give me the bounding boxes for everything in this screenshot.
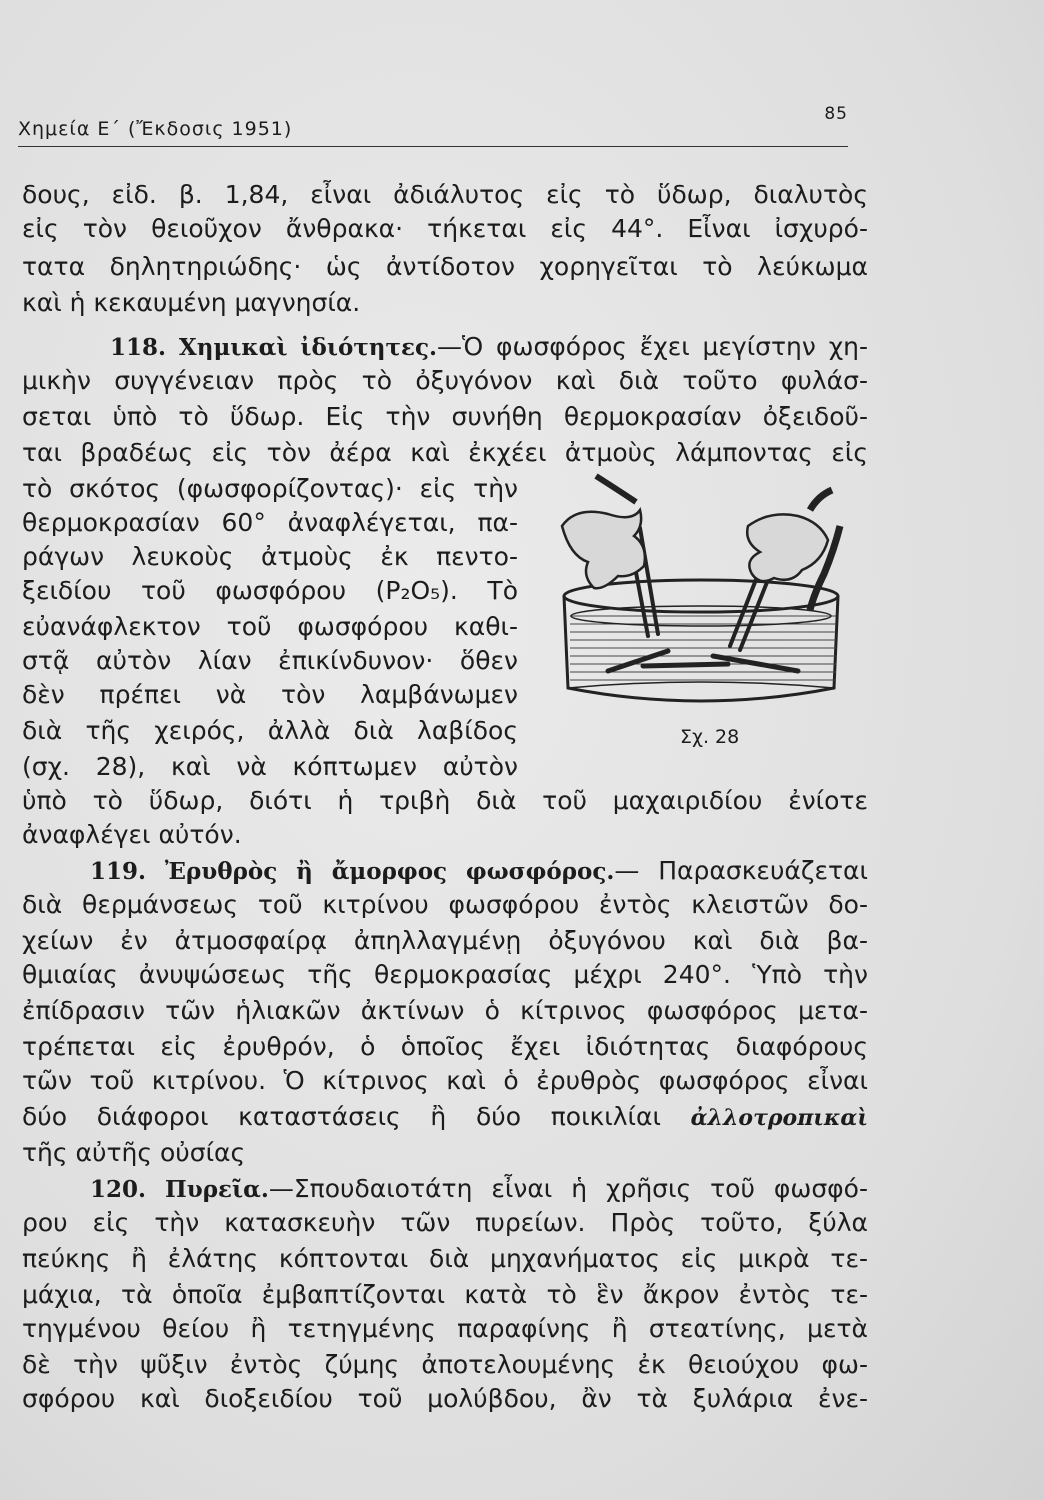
text-segment: δὲ τὴν ψῦξιν ἐντὸς ζύμης ἀποτελουμένης ἐκ θειούχου φω- (22, 1350, 868, 1379)
text-segment: τατα δηλητηριώδης· ὡς ἀντίδοτον χορηγεῖται τὸ λεύκωμα (22, 252, 868, 281)
text-segment: τῶν τοῦ κιτρίνου. Ὁ κίτρινος καὶ ὁ ἐρυθρὸς φωσφόρος εἶναι (22, 1066, 868, 1095)
text-line (22, 540, 518, 574)
text-segment: ἐπίδρασιν τῶν ἡλιακῶν ἀκτίνων ὁ κίτρινος φωσφόρος μετα- (22, 996, 868, 1025)
text-line (22, 678, 518, 712)
text-line (22, 400, 868, 434)
text-segment: ράγων λευκοὺς ἀτμοὺς ἐκ πεντο- (22, 542, 518, 571)
text-line (22, 1242, 868, 1276)
text-line (22, 818, 868, 852)
running-title: Χημεία Ε΄ (Ἔκδοσις 1951) (18, 118, 293, 140)
text-segment: χείων ἐν ἀτμοσφαίρᾳ ἀπηλλαγμένῃ ὀξυγόνου καὶ διὰ βα- (22, 926, 868, 955)
text-segment: μάχια, τὰ ὁποῖα ἐμβαπτίζονται κατὰ τὸ ἓν ἄκρον ἐντὸς τε- (22, 1280, 868, 1309)
text-segment: διὰ τῆς χειρός, ἀλλὰ διὰ λαβίδος (22, 716, 518, 745)
text-segment: δὲν πρέπει νὰ τὸν λαμβάνωμεν (22, 680, 518, 709)
text-line (22, 994, 868, 1028)
text-line (90, 854, 868, 889)
section-heading: 118. Χημικαὶ ἰδιότητες. (110, 334, 437, 361)
text-segment: ρου εἰς τὴν κατασκευὴν τῶν πυρείων. Πρὸς τοῦτο, ξύλα (22, 1208, 868, 1237)
text-segment: — Παρασκευάζεται (614, 856, 868, 885)
text-line (22, 1136, 868, 1170)
text-line (22, 472, 518, 506)
text-segment: ὑπὸ τὸ ὕδωρ, διότι ἡ τριβὴ διὰ τοῦ μαχαιριδίου ἐνίοτε (22, 786, 868, 815)
text-line (22, 1278, 868, 1312)
text-segment: τρέπεται εἰς ἐρυθρόν, ὁ ὁποῖος ἔχει ἰδιότητας διαφόρους (22, 1032, 868, 1061)
text-segment: δύο διάφοροι καταστάσεις ἢ δύο ποικιλίαι (22, 1102, 691, 1131)
figure-caption: Σχ. 28 (680, 726, 740, 748)
glass-dish (564, 580, 838, 701)
text-segment: δους, εἰδ. β. 1,84, εἶναι ἀδιάλυτος εἰς τὸ ὕδωρ, διαλυτὸς (22, 180, 868, 209)
text-line (22, 1348, 868, 1382)
text-segment: θμιαίας ἀνυψώσεως τῆς θερμοκρασίας μέχρι 240°. Ὑπὸ τὴν (22, 960, 868, 989)
text-segment: θερμοκρασίαν 60° ἀναφλέγεται, πα- (22, 508, 518, 537)
text-line (22, 888, 868, 922)
running-head (18, 104, 848, 147)
text-segment: τῆς αὐτῆς οὐσίας (22, 1138, 246, 1167)
text-line (22, 784, 868, 818)
text-line (22, 286, 868, 320)
emphasis-term: ἀλλοτροπικαὶ (690, 1105, 868, 1131)
text-line (22, 958, 868, 992)
text-segment: μικὴν συγγένειαν πρὸς τὸ ὀξυγόνον καὶ διὰ τοῦτο φυλάσ- (22, 366, 868, 395)
text-line (22, 1206, 868, 1240)
text-segment: σεται ὑπὸ τὸ ὕδωρ. Εἰς τὴν συνήθη θερμοκρασίαν ὀξειδοῦ- (22, 402, 868, 431)
text-segment: ἀναφλέγει αὐτόν. (22, 820, 242, 849)
text-line (22, 178, 868, 212)
left-hand (562, 476, 645, 588)
text-segment: καὶ ἡ κεκαυμένη μαγνησία. (22, 288, 361, 317)
page-number: 85 (824, 104, 848, 124)
text-segment: σφόρου καὶ διοξειδίου τοῦ μολύβδου, ἂν τὰ ξυλάρια ἐνε- (22, 1384, 868, 1413)
text-segment: ται βραδέως εἰς τὸν ἀέρα καὶ ἐκχέει ἀτμοὺς λάμποντας εἰς (22, 438, 868, 467)
text-line (22, 1100, 868, 1135)
text-segment: διὰ θερμάνσεως τοῦ κιτρίνου φωσφόρου ἐντὸς κλειστῶν δο- (22, 890, 868, 919)
text-line (22, 610, 518, 644)
text-line (22, 212, 868, 246)
text-line (22, 250, 868, 284)
text-segment: τὸ σκότος (φωσφορίζοντας)· εἰς τὴν (22, 474, 518, 503)
text-line (22, 506, 518, 540)
text-segment: (σχ. 28), καὶ νὰ κόπτωμεν αὐτὸν (22, 752, 518, 781)
text-segment: —Σπουδαιοτάτη εἶναι ἡ χρῆσις τοῦ φωσφό- (268, 1174, 868, 1203)
text-segment: εὐανάφλεκτον τοῦ φωσφόρου καθι- (22, 612, 518, 641)
phosphorus-sticks (608, 651, 798, 671)
text-line (22, 750, 518, 784)
text-line (22, 924, 868, 958)
dish-with-tongs-illustration (548, 466, 864, 766)
text-line (22, 1312, 868, 1346)
section-heading: 119. Ἐρυθρὸς ἢ ἄμορφος φωσφόρος. (90, 858, 615, 885)
text-line (22, 644, 518, 678)
text-segment: εἰς τὸν θειοῦχον ἄνθρακα· τήκεται εἰς 44°. Εἶναι ἰσχυρό- (22, 214, 868, 243)
text-line (22, 364, 868, 398)
text-segment: —Ὁ φωσφόρος ἔχει μεγίστην χη- (437, 332, 868, 361)
text-line (22, 574, 518, 608)
text-line (22, 1382, 868, 1416)
text-segment: τηγμένου θείου ἢ τετηγμένης παραφίνης ἢ στεατίνης, μετὰ (22, 1314, 868, 1343)
text-line (22, 1064, 868, 1098)
text-line (22, 714, 518, 748)
text-segment: στᾷ αὐτὸν λίαν ἐπικίνδυνον· ὅθεν (22, 646, 518, 675)
text-segment: πεύκης ἢ ἐλάτης κόπτονται διὰ μηχανήματος εἰς μικρὰ τε- (22, 1244, 868, 1273)
section-heading: 120. Πυρεῖα. (90, 1176, 269, 1203)
text-line (110, 330, 868, 365)
text-line (22, 1030, 868, 1064)
text-line (90, 1172, 868, 1207)
text-line (22, 436, 868, 470)
text-segment: ξειδίου τοῦ φωσφόρου (P₂O₅). Τὸ (22, 576, 518, 605)
